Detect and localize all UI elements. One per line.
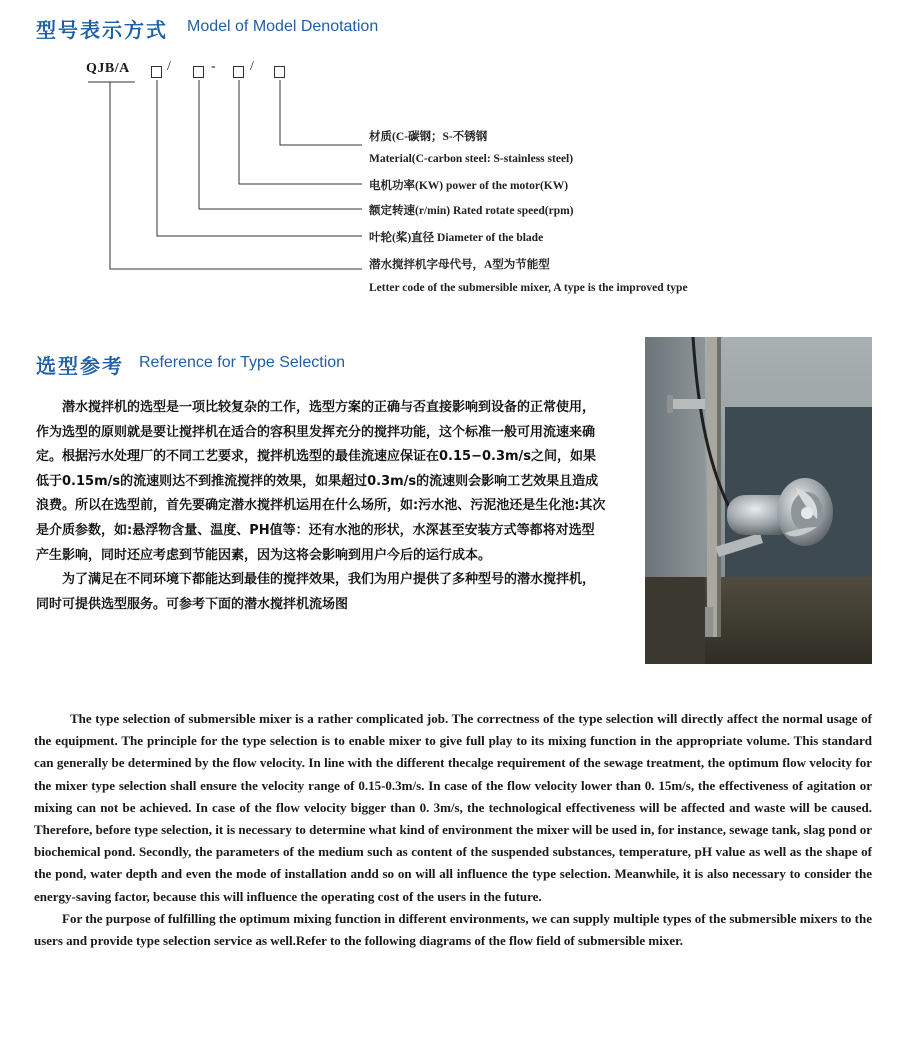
- section1-title-en: Model of Model Denotation: [187, 18, 379, 35]
- label-code-en: Letter code of the submersible mixer, A type is the improved type: [369, 282, 688, 294]
- chinese-paragraph-1: 潜水搅拌机的选型是一项比较复杂的工作，选型方案的正确与否直接影响到设备的正常使用，作为选型的原则就是要让搅拌机在适合的容积里发挥充分的搅拌功能，这个标准一般可用流速来确定。根据污水处理厂的不同工艺要求，搅拌机选型的最佳流速应保证在0.15−0.3m/s之间，如果低于0.15m/s的流速则达不到推流搅拌的效果，如果超过0.3m/s的流速则会影响工艺效果且造成浪费。所以在选型前，首先要确定潜水搅拌机运用在什么场所，如:污水池、污泥池还是生化池:其次是介质参数，如:悬浮物含量、温度、PH值等：还有水池的形状，水深甚至安装方式等都将对选型产生影响，同时还应考虑到节能因素，因为这将会影响到用户今后的运行成本。: [36, 400, 606, 563]
- label-diameter: 叶轮(桨)直径 Diameter of the blade: [369, 232, 544, 244]
- english-paragraph-1: The type selection of submersible mixer is a rather complicated job. The correctness of the type selection will directly affect the normal usage of the equipment. The principle for the type selection is to enable mixer to give full play to its mixing function in the appropriate volume. This standard can generally be determined by the flow velocity. In line with the different thecalge requirement of the sewage treatment, the optimum flow velocity for the mixer type selection shall ensure the velocity range of 0.15-0.3m/s. In case of the flow velocity lower than 0. 15m/s, the effectiveness of agitation or mixing can not be achieved. In case of the flow velocity bigger than 0. 3m/s, the technological effectiveness will be affected and waste will be caused. Therefore, before type selection, it is necessary to determine what kind of environment the mixer will be used in, for instance, sewage tank, slag pond or biochemical pond. Secondly, the parameters of the medium such as content of the suspended substances, temperature, pH value as well as the shape of the pond, water depth and even the mode of installation andd so on will all influence the type selection. Meanwhile, it is also necessary to consider the energy-saving factor, because this will influence the operating cost of the users in the future.: [34, 711, 872, 904]
- model-slash-2: /: [250, 59, 254, 74]
- model-code: QJB/A: [86, 61, 130, 76]
- section2-title-cn: 选型参考: [36, 354, 124, 378]
- label-material-cn: 材质(C-碳钢；S-不锈钢: [369, 131, 488, 143]
- chinese-body: [36, 396, 606, 617]
- label-power: 电机功率(KW) power of the motor(KW): [369, 180, 569, 192]
- english-paragraph-2: For the purpose of fulfilling the optimum mixing function in different environments, we can supply multiple types of the submersible mixers to the users and provide type selection service as well.Refer to the following diagrams of the flow field of submersible mixer.: [34, 910, 872, 949]
- english-body: [34, 708, 872, 952]
- label-code-cn: 潜水搅拌机字母代号，A型为节能型: [369, 259, 550, 271]
- model-slash-1: /: [167, 59, 171, 74]
- label-material-en: Material(C-carbon steel: S-stainless steel): [369, 153, 574, 165]
- section1-title-cn: 型号表示方式: [36, 18, 168, 42]
- chinese-paragraph-2: 为了满足在不同环境下都能达到最佳的搅拌效果，我们为用户提供了多种型号的潜水搅拌机，同时可提供选型服务。可参考下面的潜水搅拌机流场图: [36, 572, 596, 612]
- denotation-connectors: [0, 0, 900, 300]
- model-dash: -: [211, 59, 216, 74]
- section2-title-en: Reference for Type Selection: [139, 354, 346, 371]
- label-speed: 额定转速(r/min) Rated rotate speed(rpm): [369, 205, 574, 217]
- mixer-photo: [645, 337, 872, 664]
